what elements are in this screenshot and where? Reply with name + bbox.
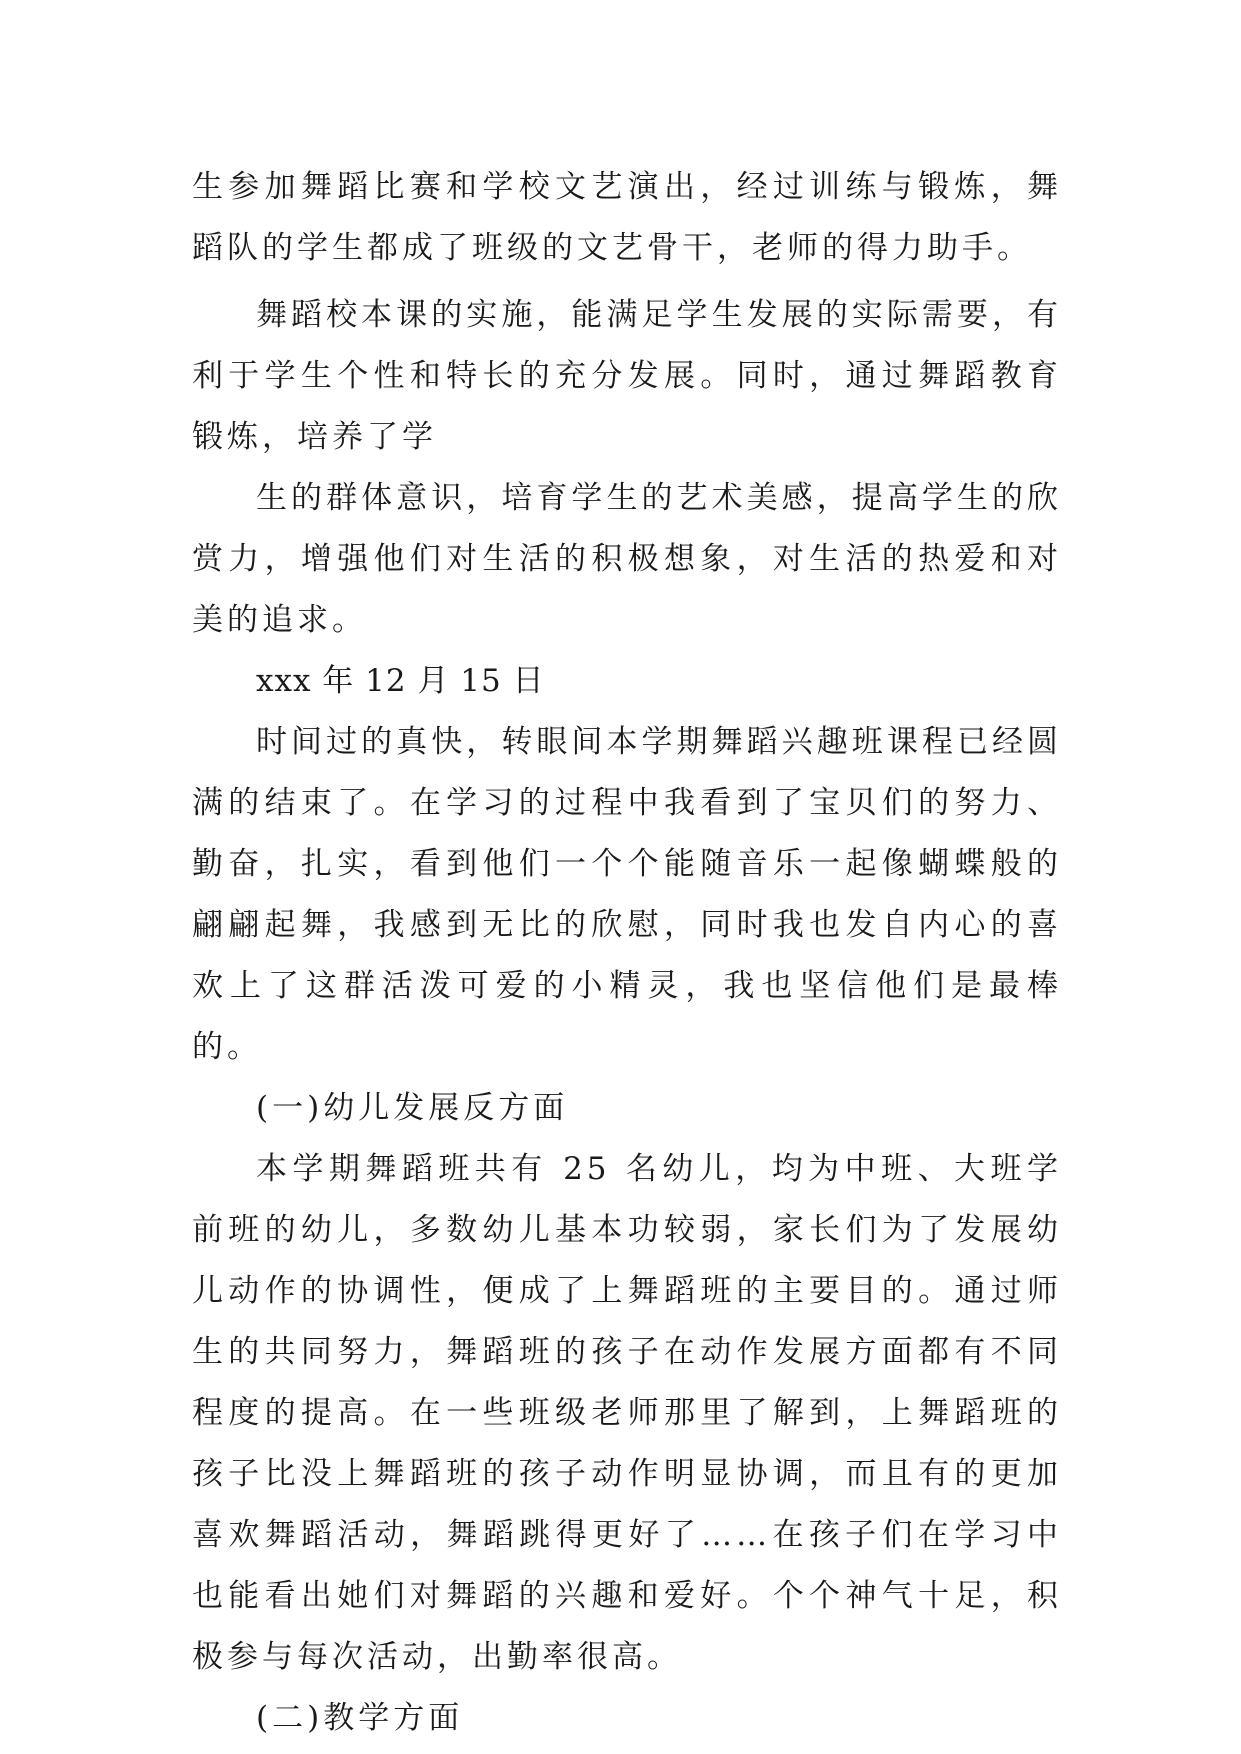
paragraph-date: xxx 年 12 月 15 日: [256, 663, 545, 699]
paragraph-course-benefits: 舞蹈校本课的实施，能满足学生发展的实际需要，有利于学生个性和特长的充分发展。同时，通过舞蹈教育锻炼，培养了学: [192, 297, 1062, 455]
section-heading-teaching: (二)教学方面: [256, 1700, 464, 1736]
paragraph-semester-summary: 时间过的真快，转眼间本学期舞蹈兴趣班课程已经圆满的结束了。在学习的过程中我看到了宝贝们的努力、勤奋，扎实，看到他们一个个能随音乐一起像蝴蝶般的翩翩起舞，我感到无比的欣慰，同时我也发自内心的喜欢上了这群活泼可爱的小精灵，我也坚信他们是最棒的。: [192, 724, 1062, 1065]
paragraph-child-development: 本学期舞蹈班共有 25 名幼儿，均为中班、大班学前班的幼儿，多数幼儿基本功较弱，家长们为了发展幼儿动作的协调性，便成了上舞蹈班的主要目的。通过师生的共同努力，舞蹈班的孩子在动作发展方面都有不同程度的提高。在一些班级老师那里了解到，上舞蹈班的孩子比没上舞蹈班的孩子动作明显协调，而且有的更加喜欢舞蹈活动，舞蹈跳得更好了……在孩子们在学习中也能看出她们对舞蹈的兴趣和爱好。个个神气十足，积极参与每次活动，出勤率很高。: [192, 1151, 1062, 1675]
paragraph-dance-team: 生参加舞蹈比赛和学校文艺演出，经过训练与锻炼，舞蹈队的学生都成了班级的文艺骨干，老师的得力助手。: [192, 169, 1062, 266]
document-body: [192, 157, 1062, 1749]
section-heading-child-development: (一)幼儿发展反方面: [256, 1090, 569, 1126]
paragraph-group-awareness: 生的群体意识，培育学生的艺术美感，提高学生的欣赏力，增强他们对生活的积极想象，对生活的热爱和对美的追求。: [192, 480, 1062, 638]
